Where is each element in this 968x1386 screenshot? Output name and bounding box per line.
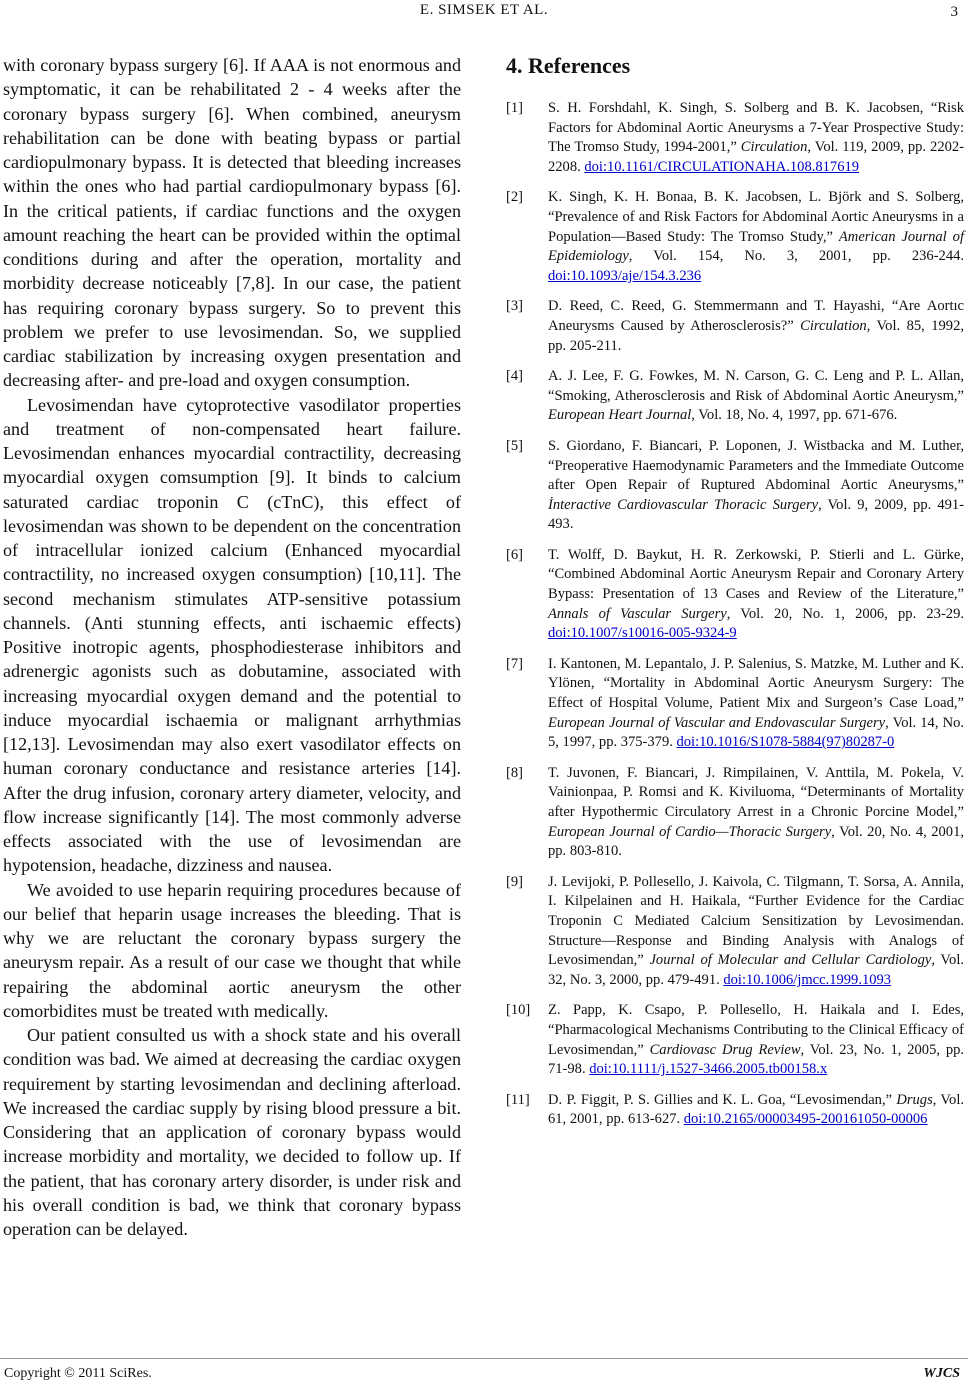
journal-abbreviation: WJCS [923, 1366, 960, 1381]
reference-number: [11] [506, 1091, 530, 1108]
reference-details: , Vol. 23, No. 1, 2005, pp. 71-98. [548, 1041, 965, 1078]
reference-details: , Vol. 32, No. 3, 2000, pp. 479-491. [548, 952, 965, 988]
reference-doi-link[interactable]: doi:10.2165/00003495-200161050-00006 [683, 1111, 928, 1128]
reference-item [506, 367, 964, 426]
running-head: E. SIMSEK ET AL. [419, 2, 549, 18]
reference-number: [2] [506, 189, 523, 206]
references-heading: 4. References [506, 53, 631, 78]
reference-number: [4] [506, 368, 523, 385]
reference-journal: İnteractive Cardiovascular Thoracic Surgery [548, 496, 819, 513]
reference-doi-link[interactable]: doi:10.1007/s10016-005-9324-9 [548, 625, 737, 642]
reference-journal: Journal of Molecular and Cellular Cardiology [649, 952, 932, 969]
reference-text: D. P. Figgit, P. S. Gillies and K. L. Goa, “Levosimendan,” [548, 1091, 897, 1108]
reference-item [506, 546, 964, 644]
reference-journal: European Journal of Cardio—Thoracic Surgery [548, 823, 832, 840]
reference-text: I. Kantonen, M. Lepantalo, J. P. Salenius, S. Matzke, M. Luther and K. Ylönen, “Mortality in Abdominal Aortic Aneurysm Surgery: The Effect of Hospital Volume, Patient Mix and Surgeon’s Case Load,” [548, 655, 964, 712]
reference-details: , Vol. 20, No. 4, 2001, pp. 803-810. [548, 823, 964, 860]
reference-item [506, 873, 964, 991]
body-paragraph: We avoided to use heparin requiring procedures because of our belief that heparin usage increases the bleeding. That is why we are reluctant the coronary bypass surgery the aneurysm repair. As a result of our case we thought that while repairing the abdominal aortic aneurysm the other comorbidites must be treated wıth medically. [3, 879, 461, 1021]
body-paragraph: Levosimendan have cytoprotective vasodilator properties and treatment of non-compensated heart failure. Levosimendan enhances myocardial contractility, decreasing myocardial oxygen comsumption [9]. It binds to calcium saturated cardiac troponin C (cTnC), this effect of levosimendan was shown to be dependent on the concentration of intracellular ionized calcium (Enhanced myocardial contractility, no increased oxygen consumption) [10,11]. The second mechanism stimulates ATP-sensitive potassium channels. (Anti stunning effects, anti ischaemic effects) Positive inotropic agents, phosphodiesterase inhibitors and adrenergic agonists such as dobutamine, associated with increasing myocardial oxygen demand and the potential to induce myocardial ischaemia or malignant arrhythmias [12,13]. Levosimendan may also exert vasodilator effects on human coronary conductance and resistance arteries [14]. After the drug infusion, coronary artery diameter, velocity, and flow increase significantly [14]. The most commonly adverse effects associated with the use of levosimendan are hypotension, headache, dizziness and nausea. [3, 394, 461, 876]
reference-number: [5] [506, 437, 523, 454]
reference-details: , Vol. 119, 2009, pp. 2202-2208. [548, 139, 964, 175]
reference-doi-link[interactable]: doi:10.1093/aje/154.3.236 [548, 267, 702, 284]
body-paragraph: Our patient consulted us with a shock state and his overall condition was bad. We aimed at decreasing the cardiac oxygen requirement by starting levosimendan and declining afterload. We increased the cardiac supply by rising blood pressure a bit. Considering that an application of coronary bypass would increase morbidity and mortality, we decided to follow up. If the patient, that has coronary artery disorder, is under risk and his overall condition is bad, we think that coronary bypass operation can be delayed. [3, 1025, 461, 1239]
references-section [506, 53, 964, 1141]
reference-item [506, 99, 964, 177]
reference-text: Z. Papp, K. Csapo, P. Pollesello, H. Haikala and I. Edes, “Pharmacological Mechanisms Contributing to the Clinical Efficacy of Levosimendan,” [548, 1002, 964, 1058]
reference-number: [9] [506, 873, 523, 890]
reference-number: [10] [506, 1002, 531, 1019]
reference-journal: Circulation [800, 317, 867, 334]
reference-text: J. Levijoki, P. Pollesello, J. Kaivola, C. Tilgmann, T. Sorsa, A. Annila, I. Kilpelainen and H. Haikala, “Further Evidence for the Cardiac Troponin C Mediated Calcium Sensitization by Levosimendan. Structure—Response and Binding Analysis with Analogs of Levosimendan,” [548, 873, 964, 969]
reference-item [506, 764, 964, 862]
reference-item [506, 297, 964, 356]
reference-details: , Vol. 20, No. 1, 2006, pp. 23-29. [726, 605, 964, 622]
reference-item [506, 1091, 964, 1130]
reference-details: , Vol. 61, 2001, pp. 613-627. [548, 1091, 964, 1128]
reference-text: A. J. Lee, F. G. Fowkes, M. N. Carson, G. C. Leng and P. L. Allan, “Smoking, Atherosclerosis and Risk of Abdominal Aortic Aneurysm,” [548, 368, 964, 404]
reference-item [506, 437, 964, 535]
reference-doi-link[interactable]: doi:10.1016/S1078-5884(97)80287-0 [676, 734, 895, 751]
reference-journal: Cardiovasc Drug Review [649, 1041, 801, 1058]
reference-text: S. H. Forshdahl, K. Singh, S. Solberg and B. K. Jacobsen, “Risk Factors for Abdominal Aortic Aneurysms a 7-Year Prospective Study: The Tromso Study, 1994-2001,” [548, 100, 964, 156]
reference-journal: European Journal of Vascular and Endovascular Surgery [548, 714, 886, 731]
reference-item [506, 188, 964, 286]
reference-number: [1] [506, 100, 523, 116]
reference-number: [7] [506, 655, 523, 672]
reference-text: T. Wolff, D. Baykut, H. R. Zerkowski, P. Stierli and L. Gürke, “Combined Abdominal Aortic Aneurysm Repair and Coronary Artery Bypass: Presentation of 13 Cases and Review of the Literature,” [548, 546, 964, 603]
copyright-notice: Copyright © 2011 SciRes. [4, 1366, 152, 1381]
reference-details: , Vol. 9, 2009, pp. 491-493. [548, 496, 964, 533]
body-paragraph: with coronary bypass surgery [6]. If AAA is not enormous and symptomatic, it can be rehabilitated 2 - 4 weeks after the coronary bypass surgery [6]. When combined, aneurysm rehabilitation can be done with beating bypass or partial cardiopulmonary bypass. It is detected that bleeding increases within the ones who had partial cardiopulmonary bypass [6]. In the critical patients, if cardiac functions and the oxygen amount reaching the heart can be provided within the optimal conditions during and after the operation, mortality and morbidity decrease noticeably [7,8]. In our case, the patient has requiring coronary bypass surgery. So to prevent this problem we prefer to use levosimendan. So, we supplied cardiac stabilization by increasing oxygen presentation and decreasing after- and pre-load and oxygen consumption. [3, 55, 461, 391]
reference-doi-link[interactable]: doi:10.1161/CIRCULATIONAHA.108.817619 [584, 158, 860, 175]
reference-details: , Vol. 18, No. 4, 1997, pp. 671-676. [691, 407, 898, 424]
reference-journal: Circulation [740, 139, 808, 156]
reference-details: , Vol. 14, No. 5, 1997, pp. 375-379. [548, 714, 964, 751]
reference-details: , Vol. 85, 1992, pp. 205-211. [548, 317, 964, 354]
reference-text: T. Juvonen, F. Biancari, J. Rimpilainen, V. Anttila, M. Pokela, V. Vainionpaa, P. Romsi and K. Kiviluoma, “Determinants of Mortality after Hypothermic Circulatory Arrest in a Chronic Porcine Model,” [548, 764, 964, 820]
reference-journal: American Journal of Epidemiology [548, 228, 964, 265]
reference-text: K. Singh, K. H. Bonaa, B. K. Jacobsen, L. Björk and S. Solberg, “Prevalence of and Risk Factors for Abdominal Aortic Aneurysms in a Population—Based Study: The Tromso Study,” [548, 189, 964, 245]
reference-item [506, 1001, 964, 1079]
reference-details: , Vol. 154, No. 3, 2001, pp. 236-244. [628, 248, 964, 265]
reference-text: S. Giordano, F. Biancari, P. Loponen, J. Wistbacka and M. Luther, “Preoperative Haemodynamic Parameters and the Immediate Outcome after Open Repair of Ruptured Abdominal Aortic Aneurysms,” [548, 437, 964, 494]
body-text-column [3, 53, 461, 1241]
reference-doi-link[interactable]: doi:10.1111/j.1527-3466.2005.tb00158.x [589, 1061, 828, 1078]
reference-journal: European Heart Journal [548, 407, 692, 424]
reference-journal: Annals of Vascular Surgery [548, 605, 727, 622]
reference-journal: Drugs [896, 1091, 933, 1108]
reference-number: [3] [506, 298, 523, 315]
reference-item [506, 655, 964, 753]
reference-number: [8] [506, 764, 523, 781]
reference-list [506, 99, 964, 1130]
reference-text: D. Reed, C. Reed, G. Stemmermann and T. Hayashi, “Are Aortıc Aneurysms Caused by Atherosclerosis?” [548, 298, 964, 334]
reference-doi-link[interactable]: doi:10.1006/jmcc.1999.1093 [723, 971, 892, 988]
reference-number: [6] [506, 546, 523, 563]
footer-divider [0, 1358, 968, 1359]
page-number: 3 [950, 4, 958, 20]
